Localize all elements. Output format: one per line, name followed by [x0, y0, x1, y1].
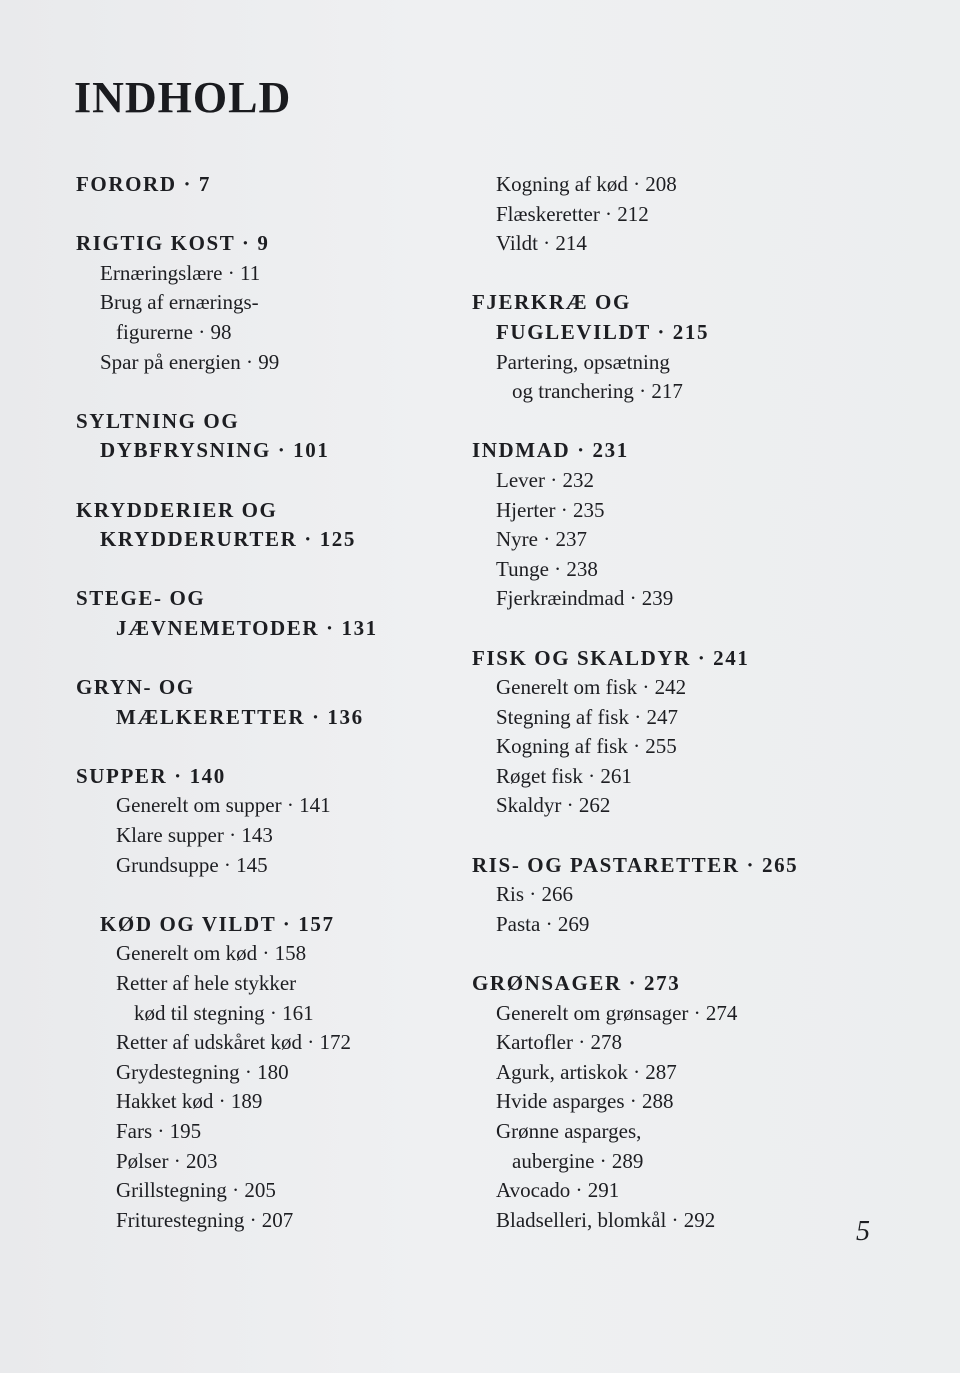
toc-section-heading: FORORD · 7 [76, 172, 211, 196]
toc-section-heading: RIS- OG PASTARETTER · 265 [472, 852, 799, 877]
toc-section-heading: JÆVNEMETODER · 131 [116, 615, 378, 640]
section-gap [76, 200, 466, 230]
toc-section-heading: SUPPER · 140 [76, 763, 226, 788]
section-gap [76, 466, 466, 496]
page-title: INDHOLD [74, 73, 292, 122]
section-gap [472, 259, 832, 289]
toc-entry: Grundsuppe · 145 [116, 852, 268, 877]
toc-entry: Flæskeretter · 212 [496, 201, 649, 226]
toc-entry: Retter af hele stykker [116, 971, 297, 996]
toc-entry: Pasta · 269 [496, 911, 590, 936]
toc-entry: Grydestegning · 180 [116, 1059, 289, 1084]
section-gap [76, 377, 466, 407]
toc-section-heading: FISK OG SKALDYR · 241 [472, 645, 750, 670]
toc-entry: Tunge · 238 [496, 556, 598, 581]
toc-entry: Hjerter · 235 [496, 497, 605, 522]
toc-entry: Ris · 266 [496, 882, 574, 907]
toc-entry: Friturestegning · 207 [116, 1207, 294, 1232]
toc-entry: Generelt om kød · 158 [116, 941, 307, 966]
toc-entry: Partering, opsætning [496, 349, 670, 374]
toc-entry: Bladselleri, blomkål · 292 [496, 1207, 716, 1232]
toc-entry: aubergine · 289 [512, 1148, 644, 1173]
toc-section-heading: SYLTNING OG [76, 408, 240, 433]
section-gap [76, 555, 466, 585]
page-number: 5 [856, 1216, 870, 1247]
toc-entry: Hvide asparges · 288 [496, 1089, 674, 1114]
toc-section-heading: KRYDDERIER OG [76, 497, 278, 522]
toc-entry: Klare supper · 143 [116, 823, 273, 848]
toc-entry: figurerne · 98 [116, 319, 232, 344]
toc-section-heading: GRYN- OG [76, 675, 195, 700]
toc-entry: Avocado · 291 [496, 1178, 620, 1203]
toc-entry: Hakket kød · 189 [116, 1089, 263, 1114]
section-gap [472, 939, 832, 969]
toc-section-heading: DYBFRYSNING · 101 [100, 438, 330, 463]
toc-entry: Grillstegning · 205 [116, 1178, 276, 1203]
toc-section-heading: KØD OG VILDT · 157 [100, 911, 335, 936]
toc-entry: Kogning af kød · 208 [496, 172, 677, 196]
section-gap [472, 821, 832, 851]
toc-entry: Fjerkræindmad · 239 [496, 586, 674, 611]
toc-left-column [76, 170, 466, 1235]
toc-right-column [472, 170, 832, 1235]
toc-entry: Spar på energien · 99 [100, 349, 280, 374]
toc-entry: Skaldyr · 262 [496, 793, 611, 818]
section-gap [472, 407, 832, 437]
toc-entry: Agurk, artiskok · 287 [496, 1059, 677, 1084]
toc-section-heading: GRØNSAGER · 273 [472, 971, 681, 996]
toc-entry: Generelt om supper · 141 [116, 793, 331, 818]
toc-section-heading: FJERKRÆ OG [472, 290, 631, 315]
toc-entry: Ernæringslære · 11 [100, 260, 261, 285]
toc-entry: Lever · 232 [496, 467, 594, 492]
toc-section-heading: FUGLEVILDT · 215 [496, 319, 710, 344]
toc-section-heading: MÆLKERETTER · 136 [116, 704, 364, 729]
toc-entry: Grønne asparges, [496, 1119, 642, 1143]
toc-entry: kød til stegning · 161 [134, 1000, 314, 1025]
section-gap [472, 614, 832, 644]
toc-entry: Vildt · 214 [496, 231, 587, 256]
toc-entry: Retter af udskåret kød · 172 [116, 1030, 352, 1055]
toc-entry: Pølser · 203 [116, 1148, 218, 1173]
toc-entry: Generelt om fisk · 242 [496, 675, 687, 700]
toc-entry: Stegning af fisk · 247 [496, 704, 678, 729]
toc-entry: Generelt om grønsager · 274 [496, 1000, 738, 1025]
toc-section-heading: RIGTIG KOST · 9 [76, 231, 270, 256]
toc-entry: Nyre · 237 [496, 527, 587, 552]
toc-entry: Kogning af fisk · 255 [496, 734, 677, 759]
toc-section-heading: KRYDDERURTER · 125 [100, 527, 357, 552]
toc-entry: Fars · 195 [116, 1119, 202, 1143]
toc-entry: og tranchering · 217 [512, 379, 683, 404]
section-gap [76, 732, 466, 762]
toc-entry: Brug af ernærings- [100, 290, 259, 315]
toc-entry: Kartofler · 278 [496, 1030, 622, 1055]
section-gap [76, 880, 466, 910]
toc-section-heading: STEGE- OG [76, 586, 206, 611]
section-gap [76, 644, 466, 674]
toc-section-heading: INDMAD · 231 [472, 438, 629, 463]
toc-entry: Røget fisk · 261 [496, 763, 632, 788]
